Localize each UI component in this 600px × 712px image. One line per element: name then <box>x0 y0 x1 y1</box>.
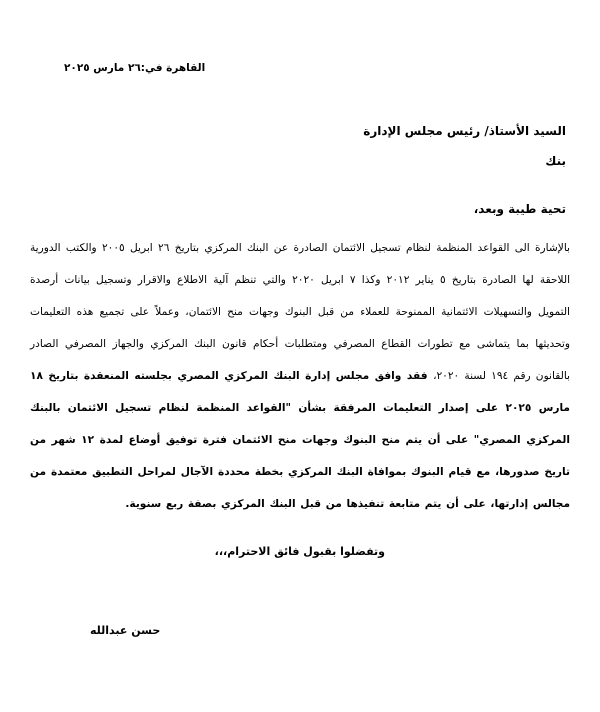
letter-date <box>64 62 264 74</box>
body-decision: فقد وافق مجلس إدارة البنك المركزي المصري بجلسته المنعقدة بتاريخ ١٨ مارس ٢٠٢٥ على إصدار التعليمات المرفقة بشأن "القواعد المنظمة لنظام تسجيل الائتمان بالبنك المركزي المصري" على أن يتم منح البنوك وجهات منح الائتمان فترة توفيق أوضاع لمدة ١٢ شهر من تاريخ صدورها، مع قيام البنوك بموافاة البنك المركزي بخطة محددة الآجال لمراحل التطبيق معتمدة من مجالس إدارتها، على أن يتم متابعة تنفيذها من قبل البنك المركزي بصفة ربع سنوية. <box>30 370 570 510</box>
recipient-org: بنك <box>545 154 566 168</box>
date-prefix: القاهرة في: <box>140 62 206 74</box>
greeting: تحية طيبة وبعد، <box>473 202 566 216</box>
recipient-title: السيد الأستاذ/ رئيس مجلس الإدارة <box>363 124 566 138</box>
body-intro: بالإشارة الى القواعد المنظمة لنظام تسجيل الائتمان الصادرة عن البنك المركزي بتاريخ ٢٦ ابريل ٢٠٠٥ والكتب الدورية اللاحقة لها الصادرة بتاريخ ٥ يناير ٢٠١٢ وكذا ٧ ابريل ٢٠٢٠ والتي تنظم آلية الاطلاع والاقرار وتسجيل بيانات أرصدة التمويل والتسهيلات الائتمانية الممنوحة للعملاء من قبل البنوك وجهات منح الائتمان، وعملاً على تجميع هذه التعليمات وتحديثها بما يتماشى مع تطورات القطاع المصرفي ومتطلبات أحكام قانون البنك المركزي والجهاز المصرفي الصادر بالقانون رقم ١٩٤ لسنة ٢٠٢٠، <box>30 242 571 382</box>
date-value: ٢٦ مارس ٢٠٢٥ <box>64 62 141 74</box>
recipient-block <box>66 116 566 176</box>
closing-phrase: وتفضلوا بقبول فائق الاحترام،،، <box>214 545 385 558</box>
letter-body <box>30 232 570 520</box>
signature-name: حسن عبدالله <box>90 624 161 637</box>
